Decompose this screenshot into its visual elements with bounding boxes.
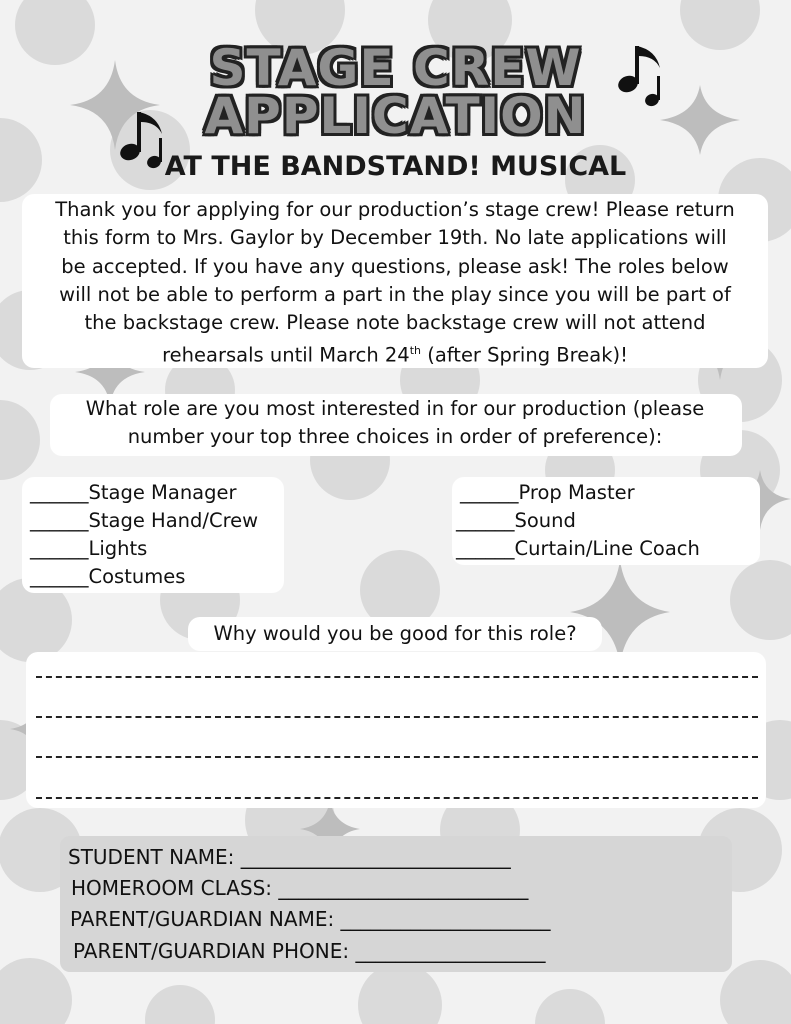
role-label: Stage Hand/Crew <box>88 509 259 532</box>
choice-blank[interactable]: ______ <box>30 481 89 504</box>
role-label: Curtain/Line Coach <box>514 537 700 560</box>
intro-text <box>22 196 768 370</box>
roles-question <box>40 395 750 451</box>
intro-text-segment: (after Spring Break)! <box>421 343 628 367</box>
choice-blank[interactable]: ______ <box>30 537 89 560</box>
role-choice-stage-manager[interactable] <box>30 481 237 504</box>
page-title-line2: APPLICATION <box>204 87 587 145</box>
student-name-field[interactable]: STUDENT NAME: ___________________________ <box>68 845 511 869</box>
role-choice-curtain-line-coach[interactable] <box>456 537 700 560</box>
parent-name-field[interactable]: PARENT/GUARDIAN NAME: _____________________ <box>70 907 551 931</box>
intro-line <box>22 337 768 370</box>
choice-blank[interactable]: ______ <box>456 509 515 532</box>
answer-line[interactable] <box>36 676 758 678</box>
answer-line[interactable] <box>36 716 758 718</box>
role-choice-lights[interactable] <box>30 537 147 560</box>
roles-question-line: number your top three choices in order of preference): <box>127 425 663 448</box>
parent-phone-field[interactable]: PARENT/GUARDIAN PHONE: ___________________ <box>73 939 546 963</box>
role-choice-sound[interactable] <box>456 509 576 532</box>
role-label: Costumes <box>88 565 186 588</box>
choice-blank[interactable]: ______ <box>30 565 89 588</box>
homeroom-class-field[interactable]: HOMEROOM CLASS: _________________________ <box>71 876 529 900</box>
intro-line: Thank you for applying for our production’s stage crew! Please return <box>55 198 735 221</box>
roles-question-line: What role are you most interested in for our production (please <box>85 397 705 420</box>
role-label: Prop Master <box>518 481 635 504</box>
intro-line: will not be able to perform a part in the play since you will be part of <box>59 282 731 306</box>
role-label: Lights <box>88 537 148 560</box>
intro-line: this form to Mrs. Gaylor by December 19th. No late applications will <box>63 226 727 250</box>
answer-line[interactable] <box>36 797 758 799</box>
intro-line: the backstage crew. Please note backstage crew will not attend <box>84 311 706 335</box>
page-subtitle: AT THE BANDSTAND! MUSICAL <box>164 151 627 182</box>
why-question: Why would you be good for this role? <box>213 622 577 645</box>
intro-text-segment: rehearsals until March 24 <box>162 343 410 367</box>
role-choice-prop-master[interactable] <box>460 481 635 504</box>
role-choice-costumes[interactable] <box>30 565 185 588</box>
intro-line: be accepted. If you have any questions, please ask! The roles below <box>61 254 729 278</box>
role-choice-stage-hand[interactable] <box>30 509 258 532</box>
ordinal-suffix: th <box>409 344 422 358</box>
choice-blank[interactable]: ______ <box>30 509 89 532</box>
page-title-line1: STAGE CREW <box>209 39 582 97</box>
role-label: Sound <box>514 509 576 532</box>
choice-blank[interactable]: ______ <box>460 481 519 504</box>
answer-line[interactable] <box>36 756 758 758</box>
role-label: Stage Manager <box>88 481 237 504</box>
choice-blank[interactable]: ______ <box>456 537 515 560</box>
